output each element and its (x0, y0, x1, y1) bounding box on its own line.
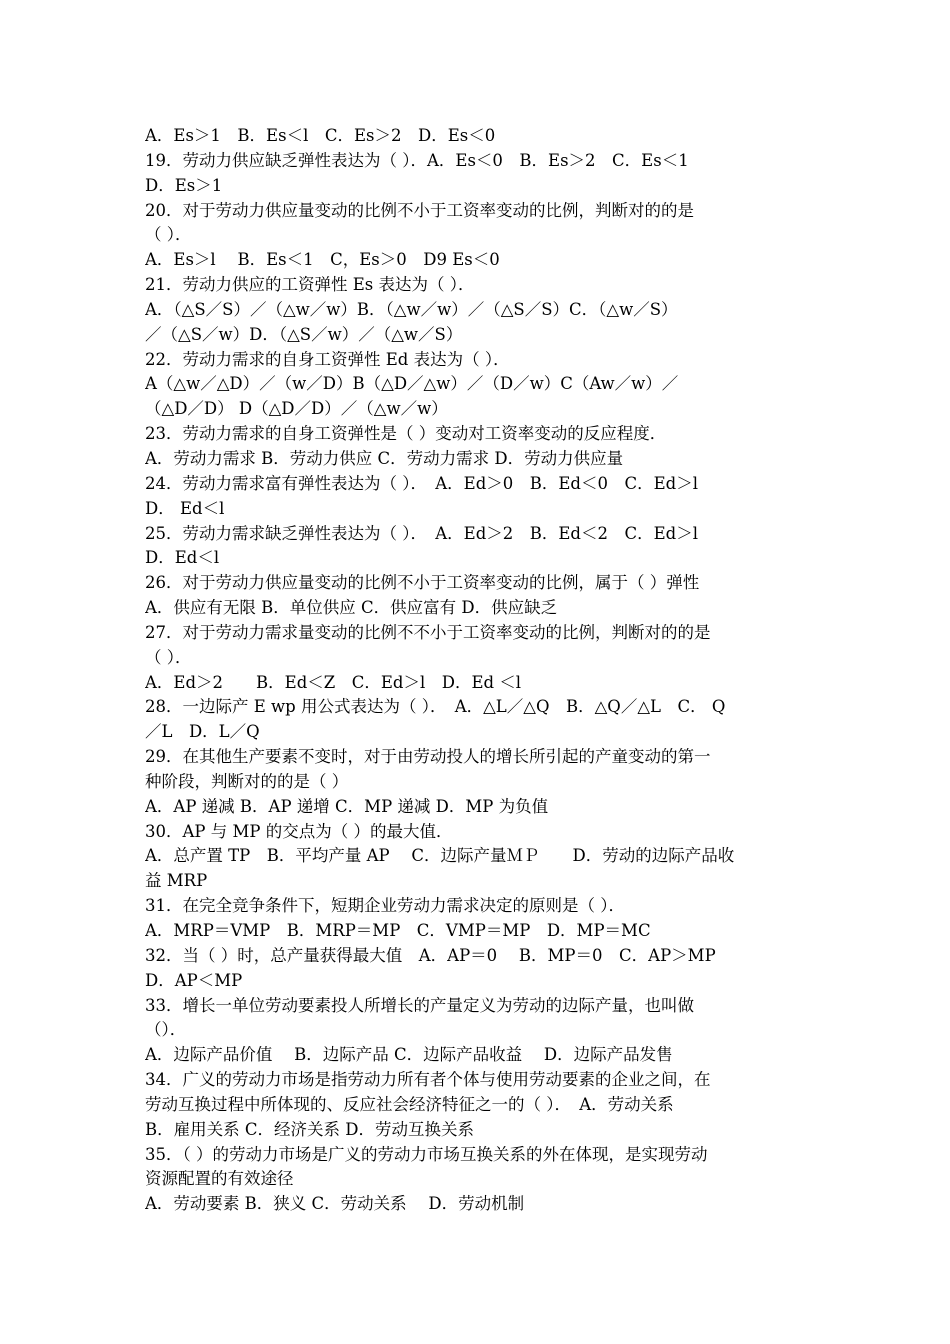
text-line: A．供应有无限 B．单位供应 C．供应富有 D．供应缺乏 (145, 598, 558, 618)
text-line: 35．（ ）的劳动力市场是广义的劳动力市场互换关系的外在体现，是实现劳动 (145, 1144, 708, 1164)
text-line: 19．劳动力供应缺乏弹性表达为（ ）．A．Es＜0 B．Es＞2 C．Es＜1 (145, 150, 689, 170)
text-line: A．MRP＝VMP B．MRP＝MP C．VMP＝MP D．MP＝MC (145, 921, 651, 940)
text-line: 22．劳动力需求的自身工资弹性 Ed 表达为（ ）． (145, 349, 510, 369)
text-line: 益 MRP (145, 871, 208, 891)
text-line: 32．当（ ）时，总产量获得最大值 A．AP＝0 B．MP＝0 C．AP＞MP (145, 945, 716, 965)
text-line: B．雇用关系 C．经济关系 D．劳动互换关系 (145, 1119, 474, 1139)
text-line: 25．劳动力需求缺乏弹性表达为（ ）． A．Ed＞2 B．Ed＜2 C．Ed＞l (145, 523, 698, 543)
text-line: A．Es＞1 B．Es＜l C．Es＞2 D．Es＜0 (145, 126, 496, 145)
text-line: A（△w／△D）／（w／D）B（△D／△w）／（D／w）C（Aw／w）／ (145, 374, 679, 394)
document-page (145, 124, 805, 1217)
text-line: ／（△S／w）D．（△S／w）／（△w／S） (145, 324, 463, 344)
text-line: 23．劳动力需求的自身工资弹性是（ ）变动对工资率变动的反应程度． (145, 424, 667, 444)
text-line: A．AP 递减 B．AP 递增 C．MP 递减 D．MP 为负值 (145, 796, 549, 816)
text-line: 30．AP 与 MP 的交点为（ ）的最大值． (145, 821, 453, 841)
text-line: 27．对于劳动力需求量变动的比例不不小于工资率变动的比例，判断对的的是 (145, 622, 711, 642)
text-line: D．Es＞1 (145, 175, 223, 195)
text-line: 20．对于劳动力供应量变动的比例不小于工资率变动的比例，判断对的的是 (145, 200, 694, 220)
text-line: ／L D．L／Q (145, 722, 260, 742)
text-line: A．Ed＞2 B．Ed＜Z C．Ed＞l D．Ed ＜l (145, 672, 522, 692)
text-line: 劳动互换过程中所体现的、反应社会经济特征之一的（ ）． A．劳动关系 (145, 1094, 674, 1114)
text-line: （ ）． (145, 225, 192, 245)
text-line: 34．广义的劳动力市场是指劳动力所有者个体与使用劳动要素的企业之间，在 (145, 1070, 711, 1090)
text-line: A．劳动力需求 B．劳动力供应 C．劳动力需求 D．劳动力供应量 (145, 448, 624, 468)
text-line: D．Ed＜l (145, 548, 220, 568)
text-line: A．总产置 TP B．平均产量 AP C．边际产量ＭＰ D．劳动的边际产品收 (145, 846, 735, 866)
text-line: D．AP＜MP (145, 970, 243, 990)
text-line: A．劳动要素 B．狭义 C．劳动关系 D．劳动机制 (145, 1194, 525, 1214)
text-line: 31．在完全竞争条件下，短期企业劳动力需求决定的原则是（ ）． (145, 896, 625, 916)
text-line: （ ）． (145, 647, 192, 667)
text-line: （）． (145, 1020, 187, 1040)
text-line: 29．在其他生产要素不变时，对于由劳动投人的增长所引起的产童变动的第一 (145, 747, 711, 767)
text-line: 21．劳动力供应的工资弹性 Es 表达为（ ）． (145, 275, 475, 295)
text-line: A．（△S／S）／（△w／w）B．（△w／w）／（△S／S）C．（△w／S） (145, 299, 678, 319)
text-line: （△D／D） D（△D／D）／（△w／w） (145, 399, 448, 419)
text-line: 种阶段，判断对的的是（ ） (145, 771, 349, 791)
text-line: 28．一边际产 E wp 用公式表达为（ ）． A．△L／△Q B．△Q／△L C． Q (145, 697, 726, 717)
text-line: A．边际产品价值 B．边际产品 C．边际产品收益 D．边际产品发售 (145, 1045, 673, 1065)
text-line: 33．增长一单位劳动要素投人所增长的产量定义为劳动的边际产量，也叫做 (145, 995, 694, 1015)
text-line: A．Es＞l B．Es＜1 C，Es＞0 D9 Es＜0 (145, 250, 500, 270)
text-line: D． Ed＜l (145, 498, 225, 518)
text-line: 资源配置的有效途径 (145, 1169, 294, 1189)
text-line: 26．对于劳动力供应量变动的比例不小于工资率变动的比例，属于（ ）弹性 (145, 573, 700, 593)
text-line: 24．劳动力需求富有弹性表达为（ ）． A．Ed＞0 B．Ed＜0 C．Ed＞l (145, 473, 698, 493)
